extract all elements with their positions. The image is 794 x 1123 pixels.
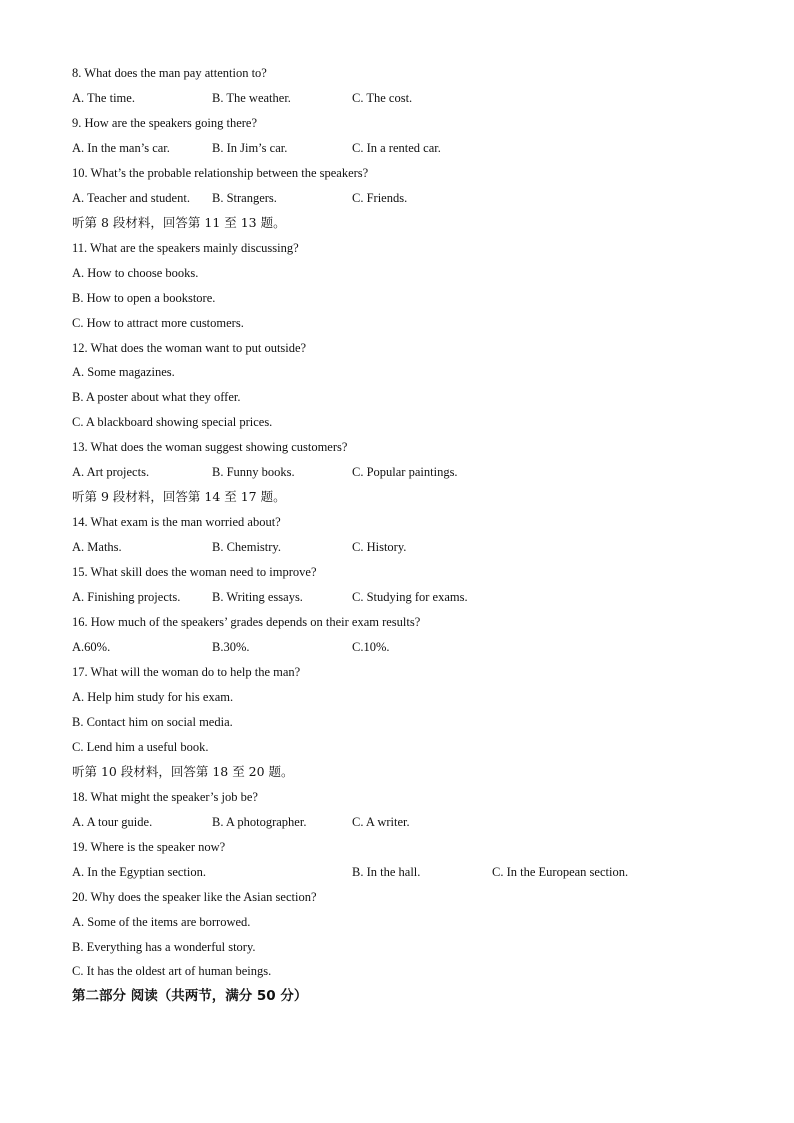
section-9-instruction: 听第 9 段材料，回答第 14 至 17 题。 [72, 489, 286, 504]
question-14-option-b: B. Chemistry. [212, 540, 281, 554]
question-16-option-a: A.60%. [72, 640, 111, 654]
question-18-option-a: A. A tour guide. [72, 815, 153, 829]
question-14-stem: 14. What exam is the man worried about? [72, 515, 281, 529]
question-11-option-c: C. How to attract more customers. [72, 316, 244, 330]
question-15-option-a: A. Finishing projects. [72, 590, 181, 604]
question-13-option-a: A. Art projects. [72, 465, 150, 479]
question-15-option-c: C. Studying for exams. [352, 590, 468, 604]
question-8-stem: 8. What does the man pay attention to? [72, 66, 267, 80]
question-17-option-c: C. Lend him a useful book. [72, 740, 209, 754]
question-17-option-a: A. Help him study for his exam. [72, 690, 234, 704]
question-20-stem: 20. Why does the speaker like the Asian section? [72, 890, 317, 904]
question-18-option-b: B. A photographer. [212, 815, 307, 829]
question-20-option-c: C. It has the oldest art of human beings. [72, 964, 272, 978]
question-9-option-a: A. In the man’s car. [72, 141, 170, 155]
question-10-stem: 10. What’s the probable relationship between the speakers? [72, 166, 369, 180]
question-17-stem: 17. What will the woman do to help the man? [72, 665, 301, 679]
question-15-option-b: B. Writing essays. [212, 590, 303, 604]
question-13-option-c: C. Popular paintings. [352, 465, 458, 479]
question-16-stem: 16. How much of the speakers’ grades depends on their exam results? [72, 615, 421, 629]
question-9-option-b: B. In Jim’s car. [212, 141, 288, 155]
question-19-option-b: B. In the hall. [352, 865, 421, 879]
question-18-option-c: C. A writer. [352, 815, 410, 829]
question-9-options [72, 138, 672, 158]
question-9-option-c: C. In a rented car. [352, 141, 441, 155]
question-11-option-a: A. How to choose books. [72, 266, 199, 280]
question-18-options [72, 812, 672, 832]
section-8-instruction: 听第 8 段材料，回答第 11 至 13 题。 [72, 215, 286, 230]
question-16-options [72, 637, 672, 657]
question-12-option-c: C. A blackboard showing special prices. [72, 415, 273, 429]
part-2-heading: 第二部分 阅读（共两节，满分 50 分） [72, 988, 308, 1004]
question-15-stem: 15. What skill does the woman need to improve? [72, 565, 317, 579]
question-16-option-b: B.30%. [212, 640, 250, 654]
question-8-options [72, 88, 672, 108]
question-13-options [72, 462, 672, 482]
question-14-options [72, 537, 672, 557]
question-20-option-b: B. Everything has a wonderful story. [72, 940, 256, 954]
question-13-option-b: B. Funny books. [212, 465, 295, 479]
question-14-option-c: C. History. [352, 540, 407, 554]
question-11-option-b: B. How to open a bookstore. [72, 291, 216, 305]
question-12-option-a: A. Some magazines. [72, 365, 175, 379]
question-10-option-c: C. Friends. [352, 191, 408, 205]
question-8-option-b: B. The weather. [212, 91, 291, 105]
question-10-option-a: A. Teacher and student. [72, 191, 190, 205]
question-17-option-b: B. Contact him on social media. [72, 715, 233, 729]
question-12-option-b: B. A poster about what they offer. [72, 390, 241, 404]
question-8-option-a: A. The time. [72, 91, 135, 105]
question-10-option-b: B. Strangers. [212, 191, 277, 205]
question-13-stem: 13. What does the woman suggest showing customers? [72, 440, 348, 454]
question-10-options [72, 188, 672, 208]
question-19-options [72, 862, 692, 882]
question-8-option-c: C. The cost. [352, 91, 413, 105]
question-14-option-a: A. Maths. [72, 540, 122, 554]
question-19-option-a: A. In the Egyptian section. [72, 865, 206, 879]
question-18-stem: 18. What might the speaker’s job be? [72, 790, 258, 804]
question-15-options [72, 587, 672, 607]
question-11-stem: 11. What are the speakers mainly discussing? [72, 241, 299, 255]
question-9-stem: 9. How are the speakers going there? [72, 116, 257, 130]
question-20-option-a: A. Some of the items are borrowed. [72, 915, 251, 929]
section-10-instruction: 听第 10 段材料，回答第 18 至 20 题。 [72, 764, 294, 779]
question-16-option-c: C.10%. [352, 640, 390, 654]
question-19-stem: 19. Where is the speaker now? [72, 840, 226, 854]
question-19-option-c: C. In the European section. [492, 865, 629, 879]
question-12-stem: 12. What does the woman want to put outside? [72, 341, 307, 355]
